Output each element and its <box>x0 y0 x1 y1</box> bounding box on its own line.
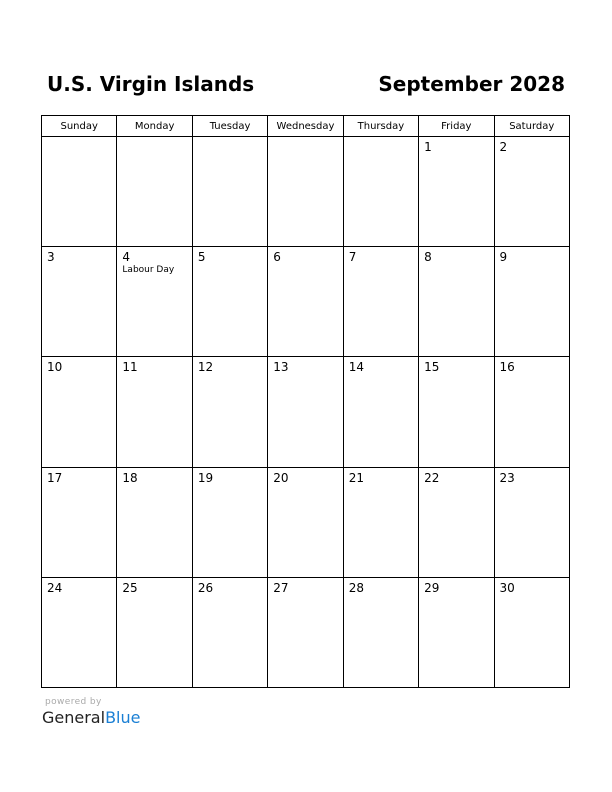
weekday-saturday: Saturday <box>509 121 555 132</box>
day-number: 9 <box>499 250 508 265</box>
weekday-sunday: Sunday <box>42 116 117 136</box>
brand-logo <box>42 708 140 727</box>
week-row <box>42 578 569 687</box>
day-cell <box>419 247 494 356</box>
week-row <box>42 247 569 357</box>
day-number: 22 <box>424 470 440 485</box>
day-cell <box>495 137 569 246</box>
day-number: 19 <box>197 470 214 485</box>
day-number: 6 <box>273 250 281 265</box>
day-cell <box>117 357 192 466</box>
day-cell <box>193 247 268 356</box>
day-cell <box>117 468 192 577</box>
day-number: 3 <box>47 250 55 265</box>
day-cell <box>268 357 343 466</box>
brand-blue: Blue <box>105 708 141 727</box>
day-cell <box>419 137 494 246</box>
day-cell <box>495 357 569 466</box>
day-cell <box>419 578 494 687</box>
day-number: 14 <box>348 360 364 375</box>
day-cell <box>42 137 117 246</box>
powered-by-text: powered by <box>45 697 102 707</box>
day-cell <box>495 247 569 356</box>
week-row <box>42 137 569 247</box>
day-number: 18 <box>122 470 138 485</box>
day-number: 21 <box>348 470 364 485</box>
day-number: 11 <box>122 360 138 375</box>
day-cell <box>42 578 117 687</box>
day-number: 12 <box>197 360 214 375</box>
week-row <box>42 357 569 467</box>
day-cell <box>193 468 268 577</box>
day-cell <box>495 468 569 577</box>
day-cell <box>268 137 343 246</box>
title-month: September 2028 <box>378 72 565 96</box>
day-number: 24 <box>47 580 63 595</box>
day-number: 26 <box>197 580 214 595</box>
day-cell <box>268 468 343 577</box>
day-cell <box>419 468 494 577</box>
weekday-tuesday: Tuesday <box>193 116 268 136</box>
day-cell <box>344 247 419 356</box>
day-number: 13 <box>273 360 289 375</box>
day-cell <box>268 578 343 687</box>
brand-general: General <box>42 708 106 727</box>
holiday-label: Labour Day <box>122 265 175 276</box>
day-number: 25 <box>122 580 138 595</box>
day-number: 7 <box>348 250 357 265</box>
weekday-monday: Monday <box>117 116 192 136</box>
day-cell <box>495 578 569 687</box>
calendar-grid <box>41 115 570 688</box>
day-cell <box>268 247 343 356</box>
day-cell <box>344 137 419 246</box>
day-cell <box>419 357 494 466</box>
day-number: 2 <box>499 140 508 154</box>
day-number: 15 <box>424 360 440 375</box>
weekday-thursday: Thursday <box>344 116 419 136</box>
day-number: 4 <box>122 250 131 265</box>
day-cell <box>193 357 268 466</box>
day-cell <box>193 578 268 687</box>
day-cell <box>42 357 117 466</box>
weekday-header-row <box>42 116 569 137</box>
day-cell <box>117 247 192 356</box>
day-cell <box>344 468 419 577</box>
day-cell <box>117 137 192 246</box>
day-number: 30 <box>499 580 515 595</box>
day-cell <box>344 357 419 466</box>
day-number: 1 <box>424 140 432 154</box>
day-number: 23 <box>499 470 515 485</box>
weeks-container <box>42 137 569 687</box>
day-number: 10 <box>47 360 63 375</box>
weekday-friday: Friday <box>419 116 494 136</box>
day-number: 5 <box>197 250 206 265</box>
day-number: 20 <box>273 470 289 485</box>
day-cell <box>117 578 192 687</box>
day-cell <box>42 468 117 577</box>
weekday-wednesday: Wednesday <box>268 116 343 136</box>
day-cell <box>344 578 419 687</box>
day-number: 28 <box>348 580 364 595</box>
day-number: 8 <box>424 250 432 265</box>
day-number: 17 <box>47 470 63 485</box>
day-number: 27 <box>273 580 289 595</box>
day-number: 16 <box>499 360 515 375</box>
week-row <box>42 468 569 578</box>
day-number: 29 <box>424 580 440 595</box>
title-region: U.S. Virgin Islands <box>47 72 255 96</box>
day-cell <box>193 137 268 246</box>
day-cell <box>42 247 117 356</box>
